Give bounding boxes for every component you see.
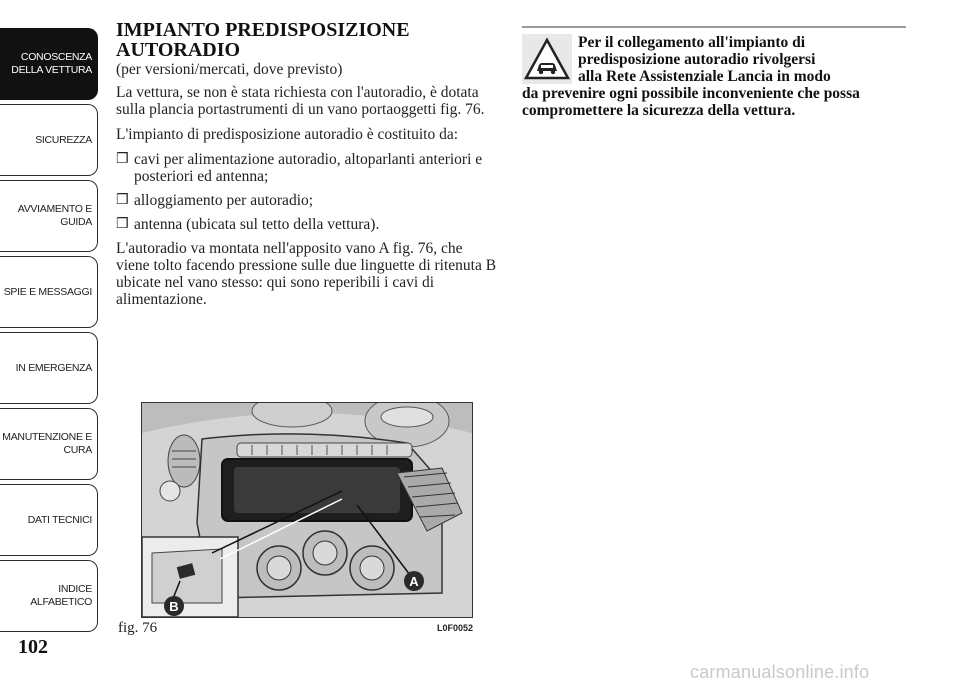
list-item — [116, 192, 498, 209]
title-line: IMPIANTO PREDISPOSIZIONE — [116, 19, 410, 41]
car-warning-triangle-icon — [522, 34, 572, 84]
list-item — [116, 216, 498, 233]
list-item — [116, 151, 498, 185]
tab-in-emergenza[interactable] — [0, 332, 98, 404]
warning-text: da prevenire ogni possibile inconveniente che possa compromettere la sicurezza della vettura. — [522, 85, 860, 119]
dashboard-radio-slot-drawing — [142, 403, 472, 617]
tab-label: GUIDA — [60, 216, 92, 228]
warning-box — [522, 26, 906, 119]
tab-label: ALFABETICO — [30, 596, 92, 608]
figure-caption: fig. 76 — [118, 620, 158, 636]
tab-label: DELLA VETTURA — [11, 64, 92, 76]
watermark: carmanualsonline.info — [690, 662, 870, 682]
checkbox-bullet-icon: ❒ — [116, 216, 129, 232]
tab-label: SICUREZZA — [35, 133, 92, 146]
tab-manutenzione-e-cura[interactable] — [0, 408, 98, 480]
tab-avviamento-e-guida[interactable] — [0, 180, 98, 252]
figure-76-illustration — [141, 402, 473, 618]
divider — [522, 26, 906, 28]
tab-label: CURA — [63, 444, 92, 456]
page-number: 102 — [18, 636, 48, 658]
main-text-column — [116, 20, 498, 316]
section-title — [116, 20, 498, 60]
tab-conoscenza-della-vettura[interactable] — [0, 28, 98, 100]
tab-label: INDICE — [58, 583, 92, 595]
callout-b-label: B — [169, 599, 179, 614]
checkbox-bullet-icon: ❒ — [116, 192, 129, 208]
warning-text: alla Rete Assistenziale Lancia in modo — [578, 68, 831, 85]
tab-label: CONOSCENZA — [20, 51, 92, 63]
tab-indice-alfabetico[interactable] — [0, 560, 98, 632]
list-item-text: antenna (ubicata sul tetto della vettura). — [134, 216, 380, 233]
checkbox-bullet-icon: ❒ — [116, 151, 129, 167]
tab-sicurezza[interactable] — [0, 104, 98, 176]
tab-spie-e-messaggi[interactable] — [0, 256, 98, 328]
warning-text: predisposizione autoradio rivolgersi — [578, 51, 816, 68]
paragraph: La vettura, se non è stata richiesta con l'autoradio, è dotata sulla plancia portastrumenti di un vano portaoggetti fig. 76. — [116, 84, 485, 118]
tab-label: DATI TECNICI — [27, 513, 92, 526]
list-item-text: alloggiamento per autoradio; — [134, 192, 314, 209]
list-item-text: cavi per alimentazione autoradio, altoparlanti anteriori e posteriori ed antenna; — [134, 151, 483, 185]
paragraph: L'impianto di predisposizione autoradio è costituito da: — [116, 126, 458, 143]
callout-a-label: A — [409, 574, 419, 589]
tab-label: IN EMERGENZA — [15, 361, 92, 374]
tab-label: AVVIAMENTO E — [17, 203, 92, 215]
figure-code: L0F0052 — [437, 623, 474, 633]
warning-text: Per il collegamento all'impianto di — [578, 34, 806, 51]
tab-label: SPIE E MESSAGGI — [3, 285, 92, 298]
tab-dati-tecnici[interactable] — [0, 484, 98, 556]
paragraph: L'autoradio va montata nell'apposito vano A fig. 76, che viene tolto facendo pressione sulle due linguette di ritenuta B ubicate nel vano stesso: qui sono reperibili i cavi di alimentazione. — [116, 240, 497, 308]
section-subtitle: (per versioni/mercati, dove previsto) — [116, 61, 343, 78]
tab-label: MANUTENZIONE E — [2, 431, 92, 443]
title-line: AUTORADIO — [116, 39, 241, 61]
